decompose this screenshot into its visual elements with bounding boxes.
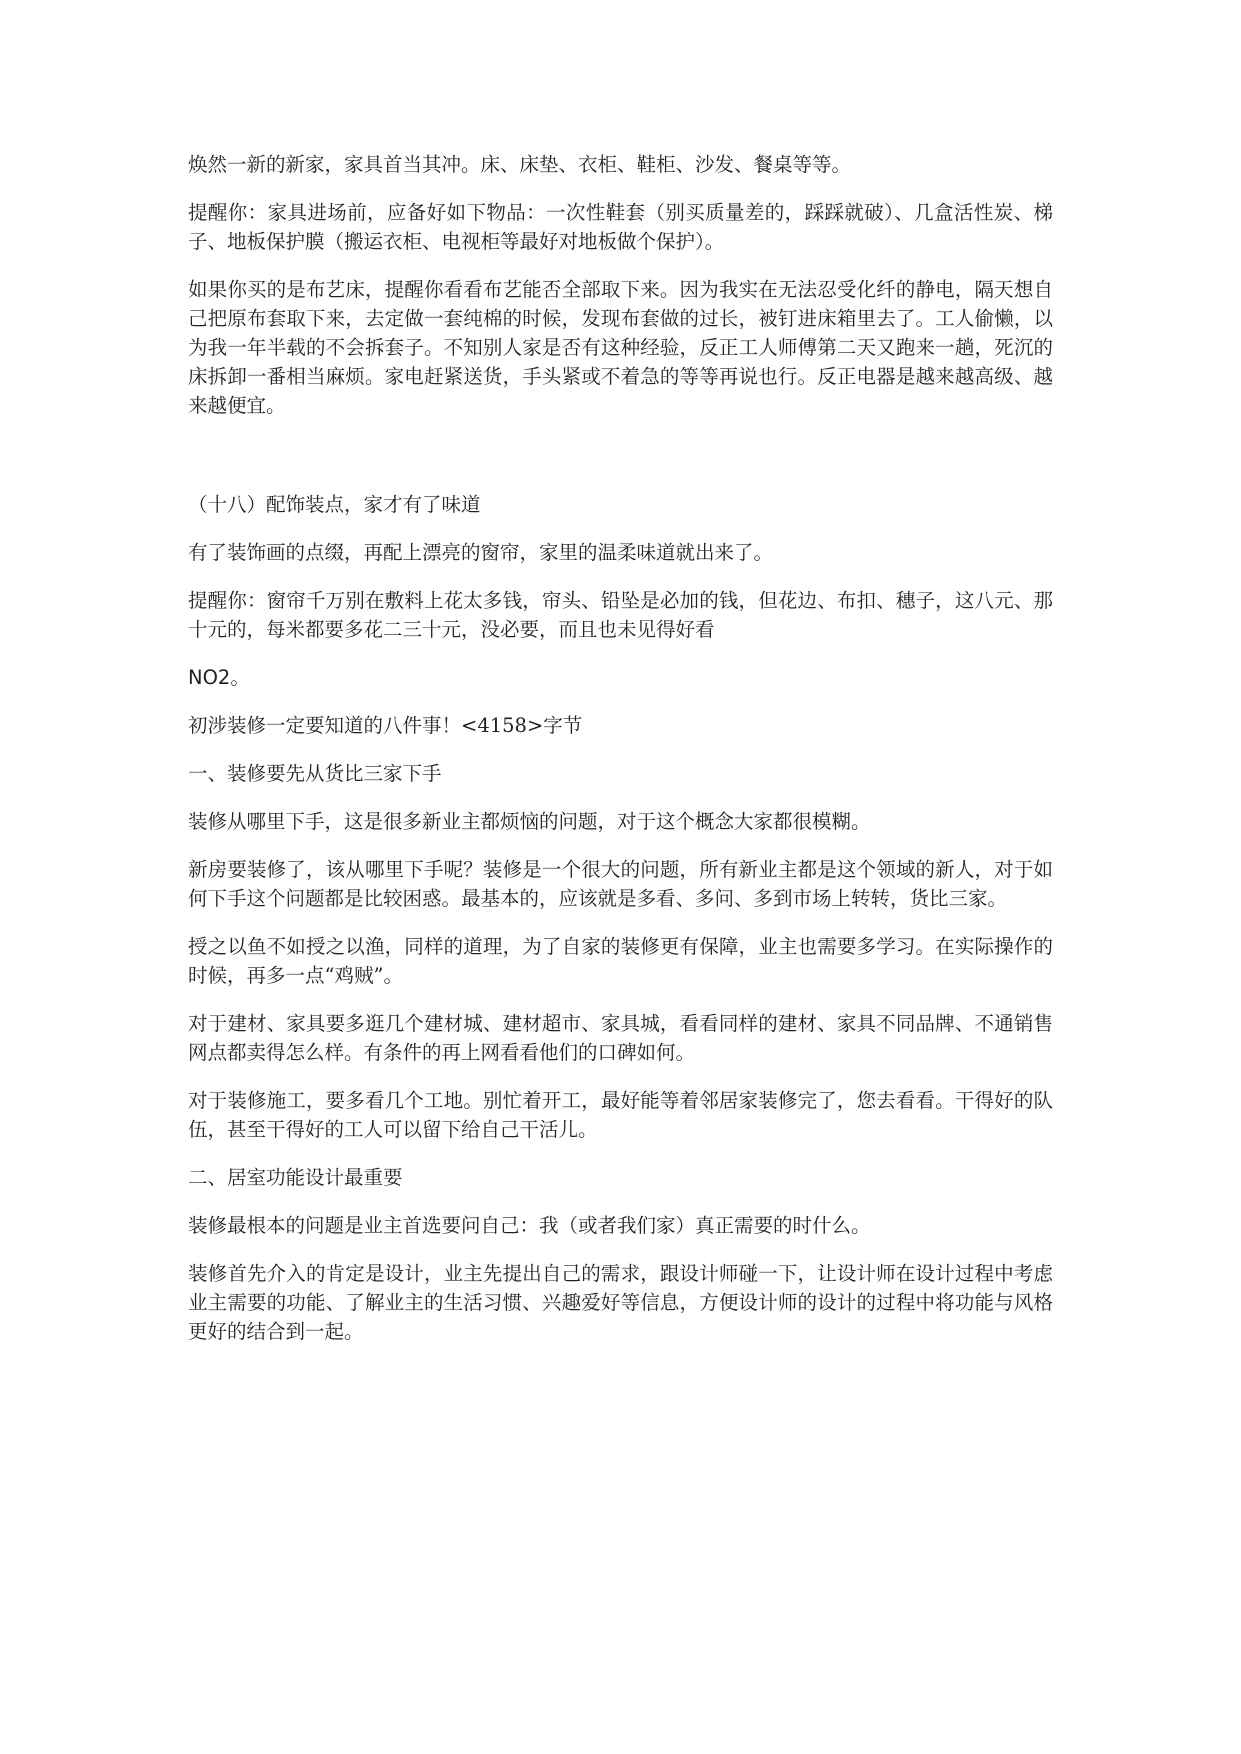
article-title-eight-things: 初涉装修一定要知道的八件事！<4158>字节 [188, 714, 583, 737]
paragraph-curtain-reminder: 提醒你：窗帘千万别在敷料上花太多钱，帘头、铅坠是必加的钱，但花边、布扣、穗子，这八元、那十元的，每米都要多花二三十元，没必要，而且也未见得好看 [188, 589, 1053, 641]
paragraph-fabric-bed: 如果你买的是布艺床，提醒你看看布艺能否全部取下来。因为我实在无法忍受化纤的静电，隔天想自己把原布套取下来，去定做一套纯棉的时候，发现布套做的过长，被钉进床箱里去了。工人偷懒，以为我一年半载的不会拆套子。不知别人家是否有这种经验，反正工人师傅第二天又跑来一趟，死沉的床拆卸一番相当麻烦。家电赶紧送货，手头紧或不着急的等等再说也行。反正电器是越来越高级、越来越便宜。 [188, 278, 1053, 417]
paragraph-learn-more: 授之以鱼不如授之以渔，同样的道理，为了自家的装修更有保障，业主也需要多学习。在实际操作的时候，再多一点“鸡贼”。 [188, 935, 1053, 987]
paragraph-new-house: 新房要装修了，该从哪里下手呢？装修是一个很大的问题，所有新业主都是这个领域的新人，对于如何下手这个问题都是比较困惑。最基本的，应该就是多看、多问、多到市场上转转，货比三家。 [188, 858, 1053, 910]
paragraph-furniture-intro: 焕然一新的新家，家具首当其冲。床、床垫、衣柜、鞋柜、沙发、餐桌等等。 [188, 153, 852, 176]
section-heading-compare: 一、装修要先从货比三家下手 [188, 762, 442, 785]
paragraph-where-to-start: 装修从哪里下手，这是很多新业主都烦恼的问题，对于这个概念大家都很模糊。 [188, 810, 871, 833]
document-page [188, 150, 1053, 1365]
paragraph-construction-sites: 对于装修施工，要多看几个工地。别忙着开工，最好能等着邻居家装修完了，您去看看。干得好的队伍，甚至干得好的工人可以留下给自己干活儿。 [188, 1089, 1053, 1141]
paragraph-building-materials: 对于建材、家具要多逛几个建材城、建材超市、家具城，看看同样的建材、家具不同品牌、不通销售网点都卖得怎么样。有条件的再上网看看他们的口碑如何。 [188, 1012, 1053, 1064]
paragraph-decoration-intro: 有了装饰画的点缀，再配上漂亮的窗帘，家里的温柔味道就出来了。 [188, 541, 774, 564]
paragraph-fundamental-question: 装修最根本的问题是业主首选要问自己：我（或者我们家）真正需要的时什么。 [188, 1214, 871, 1237]
section-heading-decoration: （十八）配饰装点，家才有了味道 [188, 493, 481, 516]
paragraph-design-first: 装修首先介入的肯定是设计，业主先提出自己的需求，跟设计师碰一下，让设计师在设计过程中考虑业主需要的功能、了解业主的生活习惯、兴趣爱好等信息，方便设计师的设计的过程中将功能与风格更好的结合到一起。 [188, 1262, 1053, 1343]
paragraph-furniture-reminder: 提醒你：家具进场前，应备好如下物品：一次性鞋套（别买质量差的，踩踩就破）、几盒活性炭、梯子、地板保护膜（搬运衣柜、电视柜等最好对地板做个保护）。 [188, 201, 1053, 253]
paragraph-no2: NO2。 [188, 666, 250, 689]
section-heading-function-design: 二、居室功能设计最重要 [188, 1166, 403, 1189]
